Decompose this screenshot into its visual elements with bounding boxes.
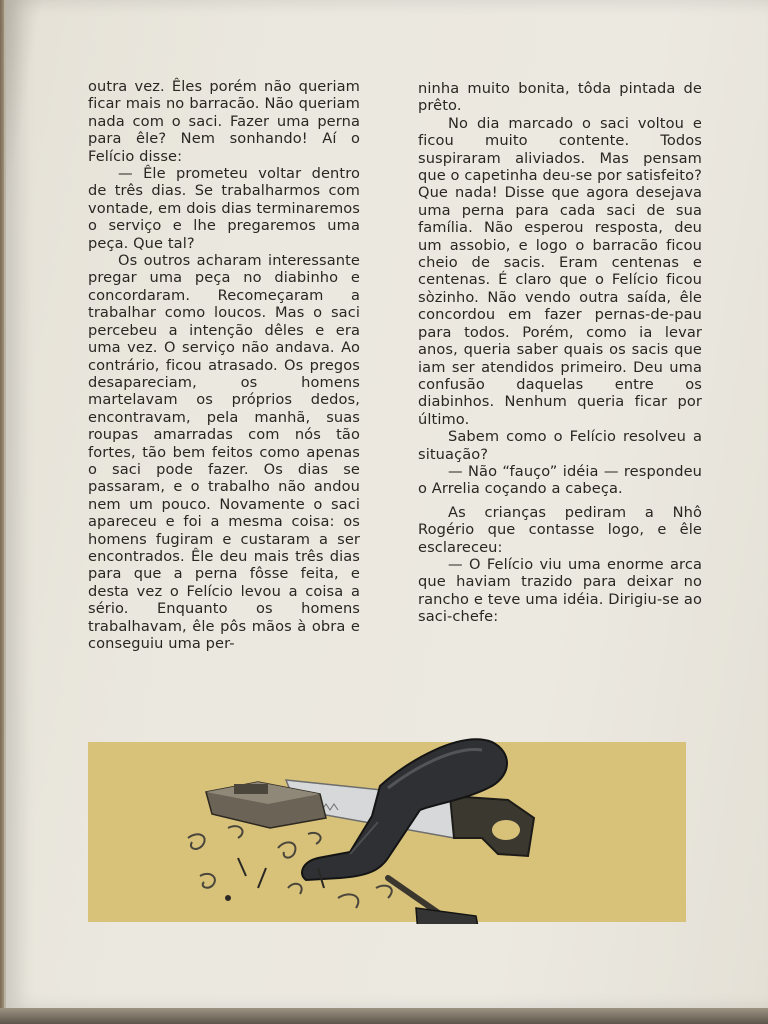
- paragraph: — O Felício viu uma enorme arca que haviam trazido para deixar no rancho e teve uma idéia. Dirigiu-se ao saci-chefe:: [418, 555, 702, 626]
- paragraph: ninha muito bonita, tôda pintada de prêto.: [418, 80, 702, 115]
- text-column-left: [88, 78, 360, 652]
- page-bottom-edge: [0, 1008, 768, 1024]
- paragraph: No dia marcado o saci voltou e ficou muito contente. Todos suspiraram aliviados. Mas pensam que o capetinha deu-se por satisfeito? Que nada! Disse que agora desejava uma perna para cada saci de sua família. Não esperou resposta, deu um assobio, e logo o barracão ficou cheio de sacis. Eram centenas e centenas. É claro que o Felício ficou sòzinho. Não vendo outra saída, êle concordou em fazer pernas-de-pau para todos. Porém, como ia levar anos, queria saber quais os sacis que iam ser atendidos primeiro. Deu uma confusão daquelas entre os diabinhos. Nenhum queria ficar por último.: [418, 114, 702, 428]
- paragraph: outra vez. Êles porém não queriam ficar mais no barracão. Não queriam nada com o saci. Fazer uma perna para êle? Nem sonhando! Aí o Felício disse:: [88, 78, 360, 165]
- paragraph: As crianças pediram a Nhô Rogério que contasse logo, e êle esclareceu:: [418, 503, 702, 556]
- carpentry-illustration: [88, 738, 686, 924]
- text-column-right: [418, 80, 702, 626]
- paragraph: — Êle prometeu voltar dentro de três dias. Se trabalharmos com vontade, em dois dias terminaremos o serviço e lhe pregaremos uma peça. Que tal?: [88, 165, 360, 252]
- paragraph: Sabem como o Felício resolveu a situação?: [418, 428, 702, 463]
- paragraph: Os outros acharam interessante pregar uma peça no diabinho e concordaram. Recomeçaram a trabalhar como loucos. Mas o saci percebeu a intenção dêles e era uma vez. O serviço não andava. Ao contrário, ficou atrasado. Os pregos desapareciam, os homens martelavam os próprios dedos, encontravam, pela manhã, suas roupas amarradas com nós tão fortes, tão bem feitos como apenas o saci pode fazer. Os dias se passaram, e o trabalho não andou nem um pouco. Novamente o saci apareceu e foi a mesma coisa: os homens fugiram e custaram a ser encontrados. Êle deu mais três dias para que a perna fôsse feita, e desta vez o Felício levou a coisa a sério. Enquanto os homens trabalhavam, êle pôs mãos à obra e conseguiu uma per-: [88, 252, 360, 652]
- paragraph: — Não “fauço” idéia — respondeu o Arrelia coçando a cabeça.: [418, 462, 702, 498]
- book-page: [4, 0, 768, 1010]
